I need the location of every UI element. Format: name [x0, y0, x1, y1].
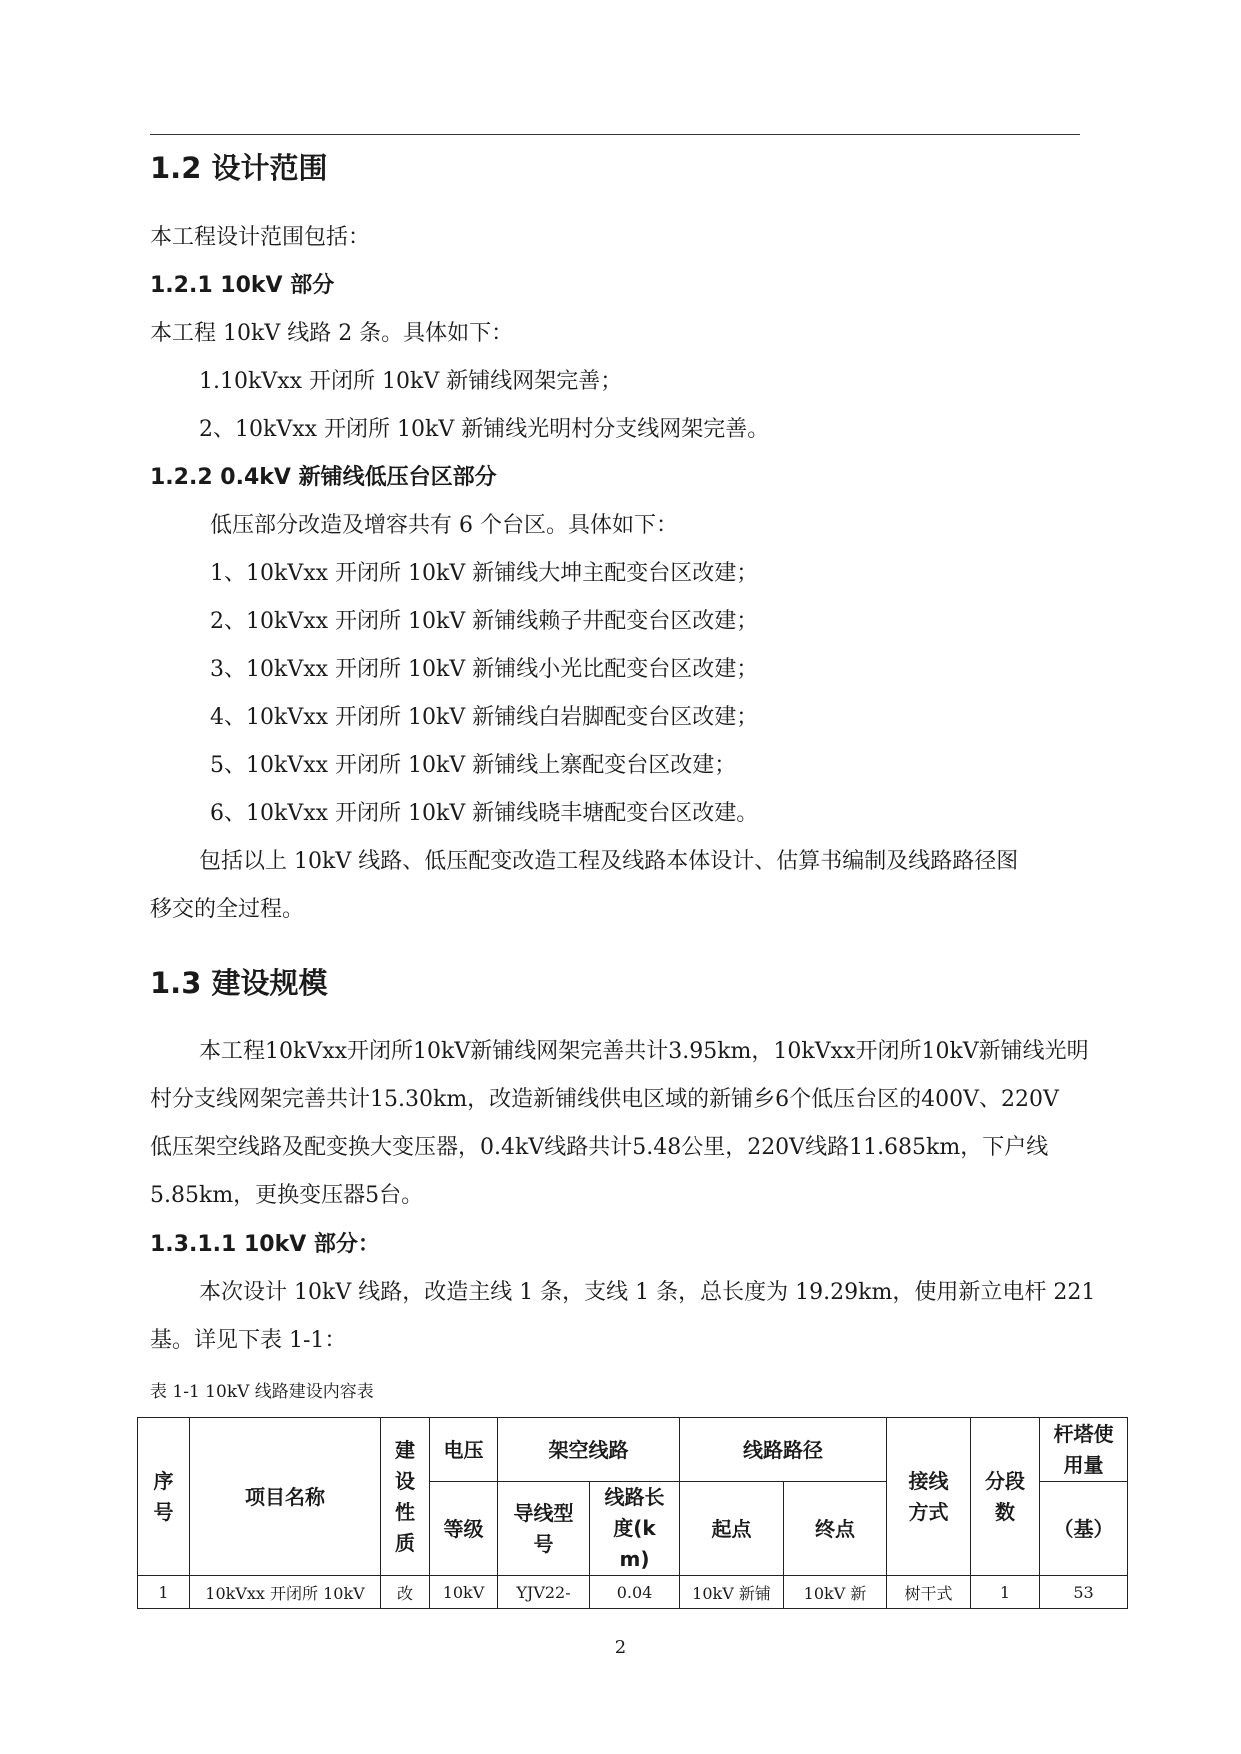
subsection-heading-1-3-1-1: 1.3.1.1 10kV 部分： — [150, 1232, 380, 1257]
cell-seq: 1 — [138, 1576, 190, 1609]
header-start: 起点 — [680, 1482, 784, 1576]
intro-text: 本工程设计范围包括： — [150, 225, 371, 250]
table-caption: 表 1-1 10kV 线路建设内容表 — [150, 1382, 374, 1402]
cell-length: 0.04 — [590, 1576, 680, 1609]
scale-paragraph: 低压架空线路及配变换大变压器，0.4kV线路共计5.48公里，220V线路11.685km，下户线 — [150, 1135, 1049, 1160]
scale-paragraph: 村分支线网架完善共计15.30km，改造新铺线供电区域的新铺乡6个低压台区的400V、220V — [150, 1087, 1059, 1112]
header-nature: 建设性质 — [381, 1418, 430, 1576]
list-item: 4、10kVxx 开闭所 10kV 新铺线白岩脚配变台区改建； — [210, 705, 759, 730]
header-conductor: 导线型号 — [498, 1482, 590, 1576]
header-tower: 杆塔使用量 — [1040, 1418, 1128, 1482]
cell-name: 10kVxx 开闭所 10kV — [190, 1576, 381, 1609]
sub2-line: 低压部分改造及增容共有 6 个台区。具体如下： — [210, 513, 678, 538]
closing-text: 包括以上 10kV 线路、低压配变改造工程及线路本体设计、估算书编制及线路路径图 — [199, 849, 1019, 874]
cell-conductor: YJV22- — [498, 1576, 590, 1609]
cell-towers: 53 — [1040, 1576, 1128, 1609]
sub-paragraph: 本次设计 10kV 线路，改造主线 1 条，支线 1 条，总长度为 19.29km，使用新立电杆 221 — [199, 1280, 1096, 1305]
list-item: 2、10kVxx 开闭所 10kV 新铺线光明村分支线网架完善。 — [199, 417, 770, 442]
cell-start: 10kV 新铺 — [680, 1576, 784, 1609]
list-item: 2、10kVxx 开闭所 10kV 新铺线赖子井配变台区改建； — [210, 609, 759, 634]
cell-voltage: 10kV — [430, 1576, 498, 1609]
header-end: 终点 — [784, 1482, 887, 1576]
list-item: 1、10kVxx 开闭所 10kV 新铺线大坤主配变台区改建； — [210, 561, 759, 586]
list-item: 3、10kVxx 开闭所 10kV 新铺线小光比配变台区改建； — [210, 657, 759, 682]
subsection-heading-1-2-1: 1.2.1 10kV 部分 — [150, 273, 335, 298]
sub-paragraph: 基。详见下表 1-1： — [150, 1328, 347, 1353]
sub1-line: 本工程 10kV 线路 2 条。具体如下： — [150, 321, 514, 346]
cell-segments: 1 — [971, 1576, 1040, 1609]
section-heading-1-2: 1.2 设计范围 — [150, 151, 328, 185]
header-rule — [150, 134, 1080, 135]
header-overhead-line: 架空线路 — [498, 1418, 680, 1482]
scale-paragraph: 5.85km，更换变压器5台。 — [150, 1183, 424, 1208]
list-item: 5、10kVxx 开闭所 10kV 新铺线上寨配变台区改建； — [210, 753, 737, 778]
header-voltage-grade: 等级 — [430, 1482, 498, 1576]
construction-table — [137, 1417, 1128, 1609]
page-number: 2 — [614, 1637, 627, 1658]
cell-end: 10kV 新 — [784, 1576, 887, 1609]
cell-connection: 树干式 — [887, 1576, 971, 1609]
header-project-name: 项目名称 — [190, 1418, 381, 1576]
header-length: 线路长度(km) — [590, 1482, 680, 1576]
section-heading-1-3: 1.3 建设规模 — [150, 966, 328, 1000]
cell-nature: 改 — [381, 1576, 430, 1609]
header-segments: 分段数 — [971, 1418, 1040, 1576]
closing-text: 移交的全过程。 — [150, 897, 305, 922]
list-item: 6、10kVxx 开闭所 10kV 新铺线晓丰塘配变台区改建。 — [210, 801, 759, 826]
header-tower-unit: （基） — [1040, 1482, 1128, 1576]
header-voltage: 电压 — [430, 1418, 498, 1482]
header-seq: 序号 — [138, 1418, 190, 1576]
header-connection: 接线方式 — [887, 1418, 971, 1576]
subsection-heading-1-2-2: 1.2.2 0.4kV 新铺线低压台区部分 — [150, 465, 497, 490]
list-item: 1.10kVxx 开闭所 10kV 新铺线网架完善； — [199, 369, 623, 394]
table-row — [138, 1576, 1128, 1609]
scale-paragraph: 本工程10kVxx开闭所10kV新铺线网架完善共计3.95km，10kVxx开闭所10kV新铺线光明 — [199, 1039, 1089, 1064]
header-route: 线路路径 — [680, 1418, 887, 1482]
